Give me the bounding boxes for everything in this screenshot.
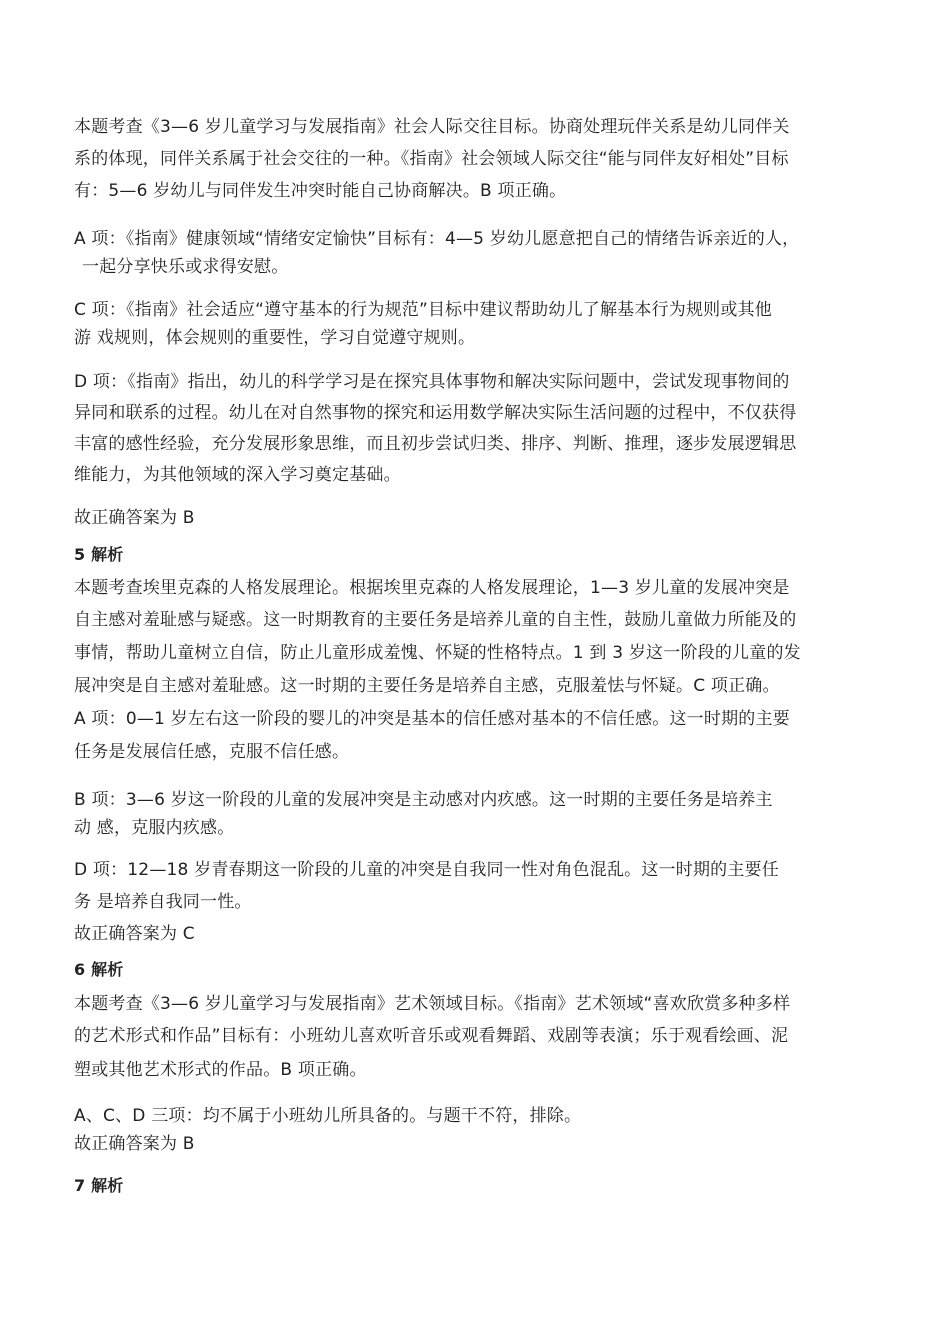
text-line: 动 感，克服内疚感。 [74,818,235,838]
text-line: 有：5—6 岁幼儿与同伴发生冲突时能自己协商解决。B 项正确。 [74,181,567,201]
text-line: 自主感对羞耻感与疑惑。这一时期教育的主要任务是培养儿童的自主性，鼓励儿童做力所能及的 [74,610,797,630]
answer-line: 故正确答案为 B [74,1134,195,1154]
text-line: 本题考查埃里克森的人格发展理论。根据埃里克森的人格发展理论，1—3 岁儿童的发展冲突是 [74,578,790,598]
answer-line: 故正确答案为 B [74,508,195,528]
text-line: A 项：《指南》健康领域“情绪安定愉快”目标有：4—5 岁幼儿愿意把自己的情绪告诉亲近的人， [74,229,800,249]
section-heading: 6 解析 [74,960,124,979]
text-line: 任务是发展信任感，克服不信任感。 [74,742,350,762]
text-line: 事情，帮助儿童树立自信，防止儿童形成羞愧、怀疑的性格特点。1 到 3 岁这一阶段的儿童的发 [74,643,801,663]
text-line: 游 戏规则，体会规则的重要性，学习自觉遵守规则。 [74,328,476,348]
answer-line: 故正确答案为 C [74,924,195,944]
text-line: 异同和联系的过程。幼儿在对自然事物的探究和运用数学解决实际生活问题的过程中，不仅获得 [74,403,797,423]
text-line: C 项：《指南》社会适应“遵守基本的行为规范”目标中建议帮助幼儿了解基本行为规则或其他 [74,300,772,320]
text-line: 丰富的感性经验，充分发展形象思维，而且初步尝试归类、排序、判断、推理，逐步发展逻辑思 [74,434,797,454]
text-line: 塑或其他艺术形式的作品。B 项正确。 [74,1060,367,1080]
text-line: 系的体现，同伴关系属于社会交往的一种。《指南》社会领域人际交往“能与同伴友好相处”目标 [74,149,789,169]
text-line: 展冲突是自主感对羞耻感。这一时期的主要任务是培养自主感，克服羞怯与怀疑。C 项正确。 [74,676,780,696]
text-line: B 项：3—6 岁这一阶段的儿童的发展冲突是主动感对内疚感。这一时期的主要任务是培养主 [74,790,773,810]
text-line: D 项：12—18 岁青春期这一阶段的儿童的冲突是自我同一性对角色混乱。这一时期的主要任 [74,860,779,880]
text-line: 一起分享快乐或求得安慰。 [82,257,289,277]
text-line: 维能力，为其他领域的深入学习奠定基础。 [74,465,401,485]
text-line: A、C、D 三项：均不属于小班幼儿所具备的。与题干不符，排除。 [74,1106,582,1126]
text-line: 本题考查《3—6 岁儿童学习与发展指南》艺术领域目标。《指南》艺术领域“喜欢欣赏多种多样 [74,994,791,1014]
section-heading: 5 解析 [74,545,124,564]
text-line: D 项：《指南》指出，幼儿的科学学习是在探究具体事物和解决实际问题中，尝试发现事物间的 [74,372,790,392]
text-line: A 项：0—1 岁左右这一阶段的婴儿的冲突是基本的信任感对基本的不信任感。这一时期的主要 [74,709,790,729]
text-line: 务 是培养自我同一性。 [74,892,252,912]
text-line: 的艺术形式和作品”目标有：小班幼儿喜欢听音乐或观看舞蹈、戏剧等表演；乐于观看绘画、泥 [74,1026,789,1046]
text-line: 本题考查《3—6 岁儿童学习与发展指南》社会人际交往目标。协商处理玩伴关系是幼儿同伴关 [74,117,790,137]
section-heading: 7 解析 [74,1176,124,1195]
